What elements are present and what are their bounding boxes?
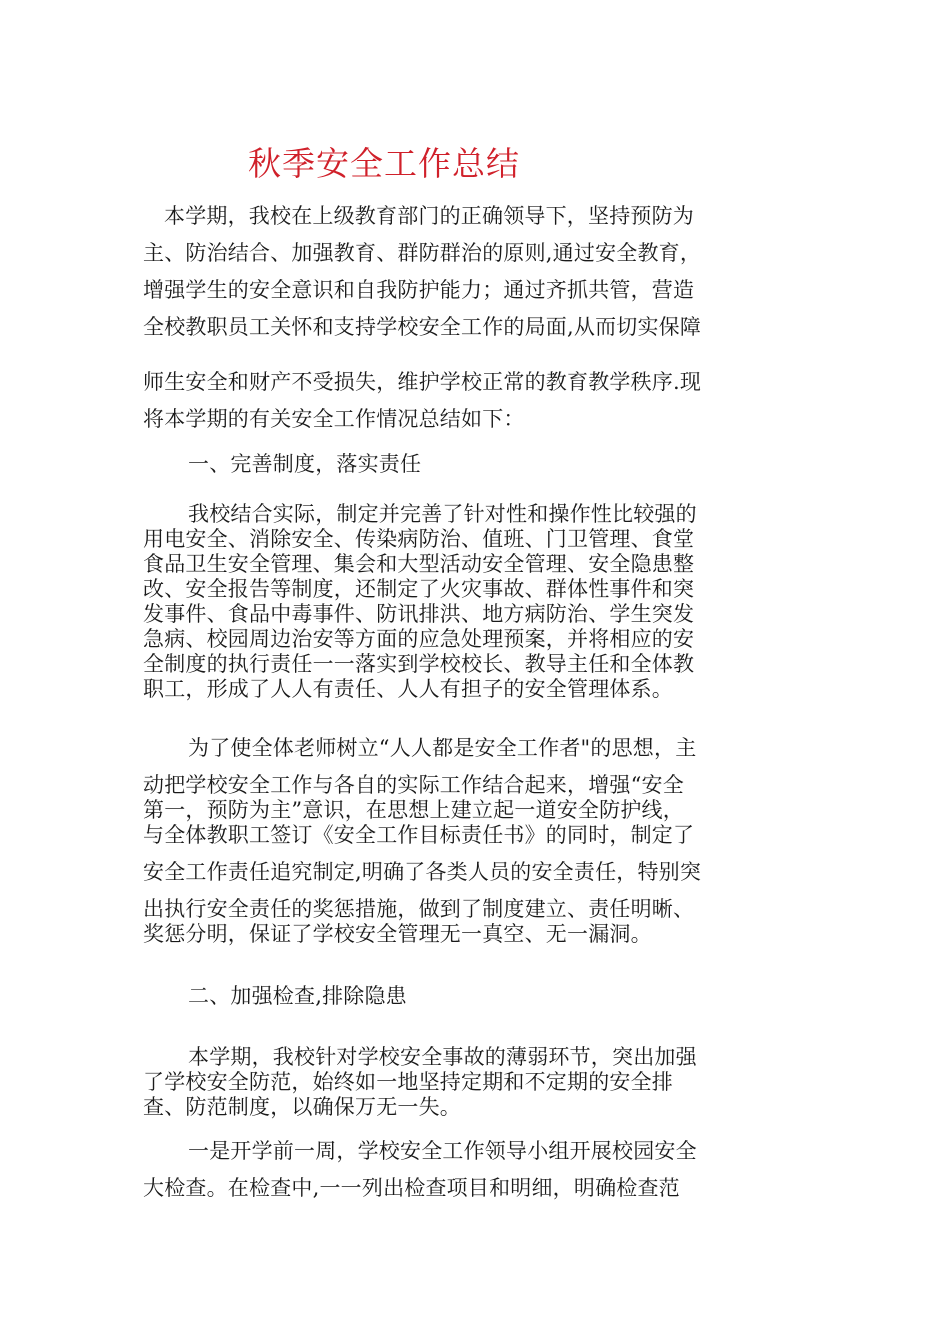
text-line: 发事件、食品中毒事件、防讯排洪、地方病防治、学生突发 bbox=[143, 602, 695, 626]
text-line: 食品卫生安全管理、集会和大型活动安全管理、安全隐患整 bbox=[143, 552, 695, 576]
text-line: 查、防范制度，以确保万无一失。 bbox=[143, 1095, 461, 1119]
text-line: 主、防治结合、加强教育、群防群治的原则,通过安全教育， bbox=[143, 241, 702, 265]
text-line: 与全体教职工签订《安全工作目标责任书》的同时，制定了 bbox=[143, 823, 695, 847]
text-line: 了学校安全防范，始终如一地坚持定期和不定期的安全排 bbox=[143, 1070, 673, 1094]
text-line: 用电安全、消除安全、传染病防治、值班、门卫管理、食堂 bbox=[143, 527, 695, 551]
text-line: 全校教职员工关怀和支持学校安全工作的局面,从而切实保障 bbox=[143, 315, 702, 339]
text-line: 我校结合实际，制定并完善了针对性和操作性比较强的 bbox=[188, 502, 697, 526]
text-line: 奖惩分明，保证了学校安全管理无一真空、无一漏洞。 bbox=[143, 922, 652, 946]
text-line: 全制度的执行责任一一落实到学校校长、教导主任和全体教 bbox=[143, 652, 695, 676]
text-line: 大检查。在检查中,一一列出检查项目和明细，明确检查范 bbox=[143, 1176, 680, 1200]
text-line: 第一，预防为主”意识，在思想上建立起一道安全防护线， bbox=[143, 798, 684, 822]
text-line: 一是开学前一周，学校安全工作领导小组开展校园安全 bbox=[188, 1139, 697, 1163]
section-heading: 二、加强检查,排除隐患 bbox=[188, 984, 407, 1008]
text-line: 出执行安全责任的奖惩措施，做到了制度建立、责任明晰、 bbox=[143, 897, 695, 921]
text-line: 本学期，我校针对学校安全事故的薄弱环节，突出加强 bbox=[188, 1045, 697, 1069]
text-line: 安全工作责任追究制定,明确了各类人员的安全责任，特别突 bbox=[143, 860, 702, 884]
document-title: 秋季安全工作总结 bbox=[248, 144, 520, 183]
text-line: 师生安全和财产不受损失，维护学校正常的教育教学秩序.现 bbox=[143, 370, 702, 394]
text-line: 急病、校园周边治安等方面的应急处理预案，并将相应的安 bbox=[143, 627, 695, 651]
text-line: 本学期，我校在上级教育部门的正确领导下，坚持预防为 bbox=[164, 204, 694, 228]
text-line: 为了使全体老师树立“人人都是安全工作者"的思想，主 bbox=[188, 736, 697, 760]
section-heading: 一、完善制度，落实责任 bbox=[188, 452, 422, 476]
text-line: 动把学校安全工作与各自的实际工作结合起来，增强“安全 bbox=[143, 773, 684, 797]
text-line: 改、安全报告等制度，还制定了火灾事故、群体性事件和突 bbox=[143, 577, 695, 601]
text-line: 职工，形成了人人有责任、人人有担子的安全管理体系。 bbox=[143, 677, 673, 701]
text-line: 将本学期的有关安全工作情况总结如下： bbox=[143, 407, 525, 431]
text-line: 增强学生的安全意识和自我防护能力；通过齐抓共管，营造 bbox=[143, 278, 695, 302]
